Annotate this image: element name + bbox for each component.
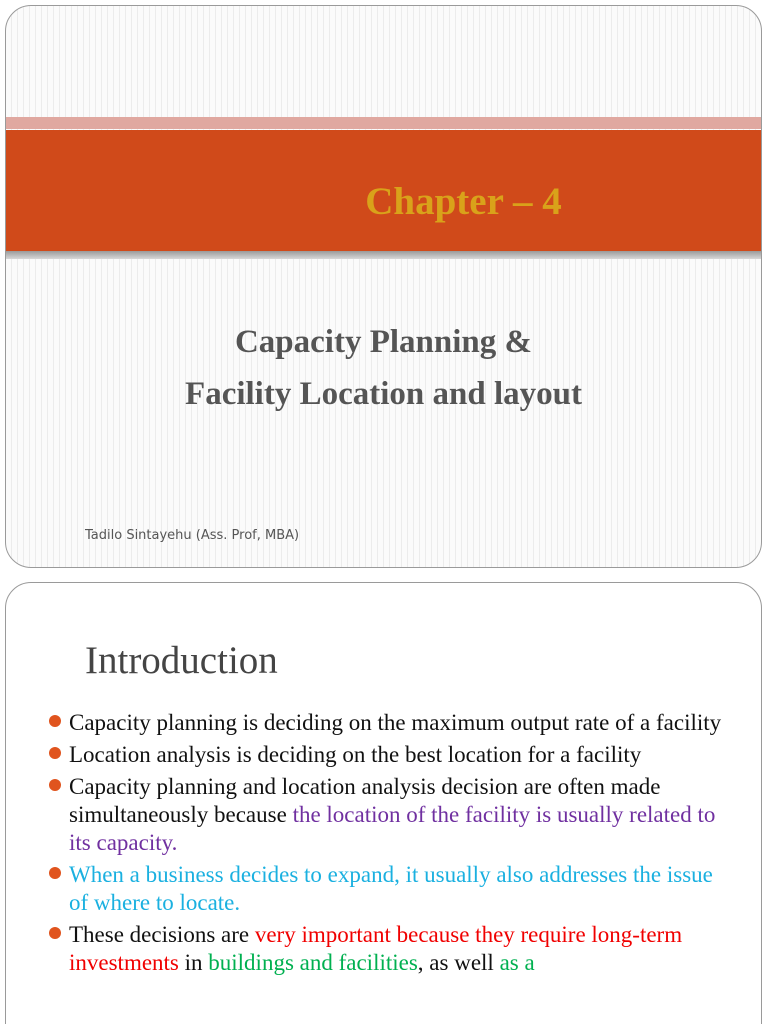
bullet-highlight-green: as a xyxy=(499,950,535,975)
bullet-dot-icon xyxy=(49,715,61,727)
list-item xyxy=(47,921,727,977)
bullet-text: When a business decides to expand, it usually also addresses the issue of where to locate. xyxy=(69,862,713,915)
title-slide xyxy=(5,5,762,568)
bullet-list xyxy=(47,709,727,981)
title-band-top-stripe xyxy=(6,117,761,129)
introduction-slide xyxy=(5,582,762,1024)
bullet-text: in xyxy=(178,950,209,975)
list-item xyxy=(47,773,727,857)
author-line: Tadilo Sintayehu (Ass. Prof, MBA) xyxy=(85,528,300,543)
list-item xyxy=(47,861,727,917)
title-band-shadow xyxy=(6,251,761,259)
chapter-title: Chapter – 4 xyxy=(365,180,562,223)
subtitle-line-1: Capacity Planning & xyxy=(234,324,533,360)
bullet-text: , as well xyxy=(417,950,500,975)
slide-subtitle xyxy=(6,316,761,420)
bullet-highlight-green: buildings and facilities xyxy=(208,950,418,975)
list-item xyxy=(47,741,727,769)
bullet-text: Location analysis is deciding on the best location for a facility xyxy=(69,742,642,767)
list-item xyxy=(47,709,727,737)
subtitle-line-2: Facility Location and layout xyxy=(185,376,582,412)
bullet-highlight-purple: the location of the facility is usually related to its capacity. xyxy=(69,802,716,855)
slide-title: Introduction xyxy=(85,639,278,682)
bullet-highlight-red: very important because they require long-term investments xyxy=(69,922,683,975)
bullet-dot-icon xyxy=(49,747,61,759)
bullet-text: Capacity planning is deciding on the maximum output rate of a facility xyxy=(69,710,722,735)
bullet-dot-icon xyxy=(49,927,61,939)
bullet-text: These decisions are xyxy=(69,922,255,947)
bullet-text: Capacity planning and location analysis decision are often made simultaneously because xyxy=(69,774,661,827)
bullet-dot-icon xyxy=(49,867,61,879)
bullet-dot-icon xyxy=(49,779,61,791)
